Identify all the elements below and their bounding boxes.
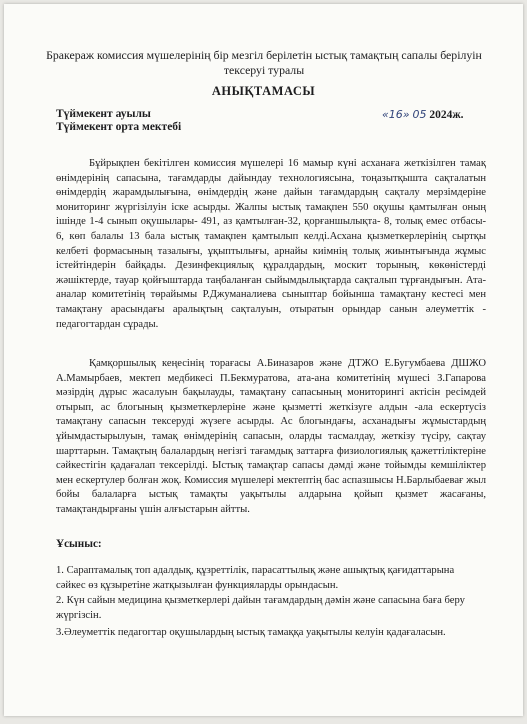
document-page [4, 4, 523, 716]
recommendations-heading: Ұсыныс: [56, 538, 102, 550]
date-year: 2024ж. [429, 109, 464, 121]
recommendation-item: 2. Күн сайын медицина қызметкерлері дайын тағамдардың дәмін және сапасына баға беру жүргізсін. [56, 595, 465, 621]
date-month: 05 [412, 108, 427, 121]
document-date [382, 108, 464, 121]
village-name: Түймекент ауылы [56, 108, 151, 120]
document-heading: АНЫҚТАМАСЫ [211, 84, 316, 98]
body-paragraph-1: Бұйрықпен бекітілген комиссия мүшелері 16 мамыр күні асханаға жеткізілген тамақ өнімдерінің сапасына, тағамдарды дайындау технологиясына, тоңазытқышта сақталатын өнімдердің жарамдылығына, өнімдердің және дайын тағамдардың сақталу мерзімдеріне мониторинг жүргізілуін іске асырды. Жалпы ыстық тамақпен 550 оқушы қамтылған оның ішінде 1-4 сынып оқушылары- 491, аз қамтылған-32, қорғаншылықта- 8, толық емес отбасы- 6, көп балалы 13 бала ыстық тамақпен қамтылып келді.Асхана қызметкерлерінің сыртқы келбеті формасының тазалығы, ұқыптылығы, арнайы киімнің толық жиынтығында жұмыс істейтіндерін байқады. Дезинфекциялық құралдардың, москит торының, көкөністерді жәшіктерде, тауар қойғыштарда таңбаланған сыйымдылықтарда сақталып тұрғандығын. Ата-аналар комитетінің төрайымы Р.Джуманалиева сыныптар бойынша тамақтану кестесі мен тамақтану арасындағы аралықтың сақталуын, отыратын орындар санын әлеуметтік - педагогтардан сұрады. [56, 158, 486, 330]
recommendation-item: 1. Сараптамалық топ адалдық, құзреттілік, парасаттылық және ашықтық қағидаттарына сәйкес өз құзыретіне жатқызылған функцияларды орындасын. [56, 565, 455, 591]
document-title: Бракераж комиссия мүшелерінің бір мезгіл берілетін ыстық тамақтың сапалы берілуін тексеруі туралы [46, 48, 482, 77]
body-paragraph-2: Қамқоршылық кеңесінің торағасы А.Биназаров және ДТЖО Е.Бугумбаева ДШЖО А.Мамырбаев, мектеп медбикесі П.Бекмуратова, ата-ана комитетінің мүшесі З.Гапарова мәзірдің дұрыс жасалуын бақылауды, тамақтану сапасының мониторингі актісін ресімдей отырып, ас блогының қызметкерлеріне және қызметті жеткізуге алдын -ала ескертусіз тамақтану сапасын тексеруді жүзеге асырды. Ас блогындағы, асханадығы жұмыстардың ұйымдастырылуын, тамақ өнімдерінің сапасын, оларды тасмалдау, жеткізу түсіру, сақтау шарттарын. Тамақтың балалардың негізгі тағамдық заттарға физиологиялық қажеттіліктеріне сәйкестігін қадағалап тексерілді. Ыстық тамақтар сапасы дәмді және тойымды кемшіліктер мен ескертулер болған жоқ. Комиссия мүшелері мектептің бас аспазшысы Н.Барлыбаевағ жыл бойы балаларға ыстық тамақты уақытылы алдарына қойып қызмет жасағаны, тамақтандырғаны үшін алғыстарын айтты. [56, 358, 486, 515]
date-day: «16» [382, 108, 410, 121]
recommendation-item: 3.Әлеуметтік педагогтар оқушылардың ыстық тамаққа уақытылы келуін қадағаласын. [56, 627, 446, 638]
school-name: Түймекент орта мектебі [56, 121, 182, 133]
